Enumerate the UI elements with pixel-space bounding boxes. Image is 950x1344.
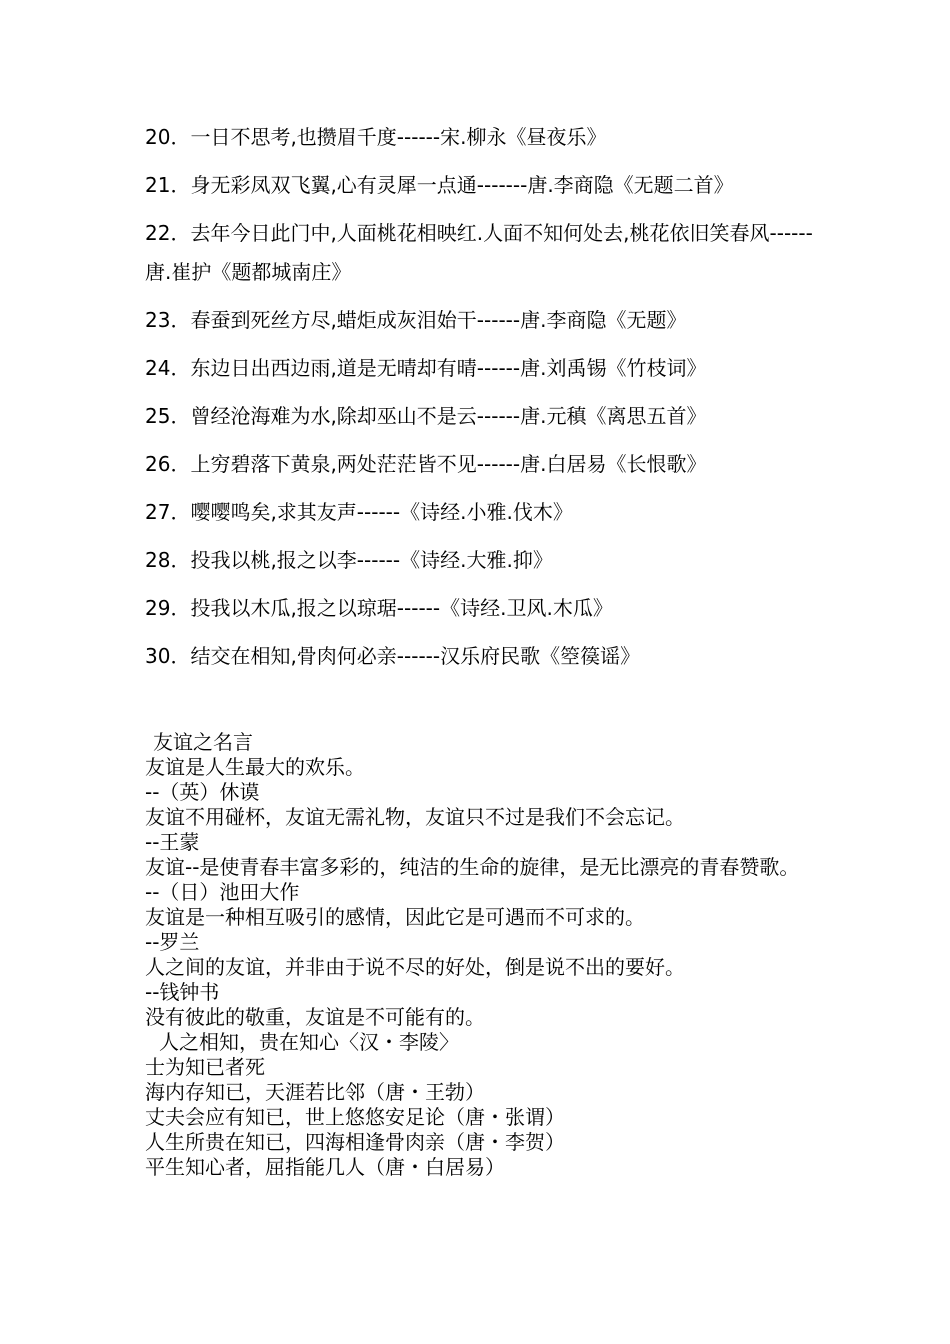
section-heading-zhiyin: 人之相知，贵在知心〈汉・李陵〉 bbox=[159, 1030, 459, 1054]
poem-line: 人生所贵在知已，四海相逢骨肉亲（唐・李贺） bbox=[145, 1130, 565, 1154]
quote-item-25: 25．曾经沧海难为水,除却巫山不是云------唐.元稹《离思五首》 bbox=[145, 404, 707, 428]
quote-line: 友谊是一种相互吸引的感情，因此它是可遇而不可求的。 bbox=[145, 905, 645, 929]
quote-author: --（日）池田大作 bbox=[145, 880, 300, 904]
numbered-quote-list bbox=[145, 118, 825, 685]
quote-line: 没有彼此的敬重，友谊是不可能有的。 bbox=[145, 1005, 485, 1029]
quote-item-20: 20．一日不思考,也攒眉千度------宋.柳永《昼夜乐》 bbox=[145, 125, 607, 149]
quote-author: --钱钟书 bbox=[145, 980, 220, 1004]
quote-item-26: 26．上穷碧落下黄泉,两处茫茫皆不见------唐.白居易《长恨歌》 bbox=[145, 452, 707, 476]
quote-line: 友谊是人生最大的欢乐。 bbox=[145, 755, 365, 779]
quote-author: --（英）休谟 bbox=[145, 780, 260, 804]
poem-line: 海内存知已，天涯若比邻（唐・王勃） bbox=[145, 1080, 485, 1104]
quote-item-28: 28．投我以桃,报之以李------《诗经.大雅.抑》 bbox=[145, 548, 553, 572]
friendship-quotes-section bbox=[145, 730, 825, 1180]
poem-line: 丈夫会应有知已，世上悠悠安足论（唐・张谓） bbox=[145, 1105, 565, 1129]
poem-line: 平生知心者，屈指能几人（唐・白居易） bbox=[145, 1155, 505, 1179]
quote-item-24: 24．东边日出西边雨,道是无晴却有晴------唐.刘禹锡《竹枝词》 bbox=[145, 356, 707, 380]
poem-line: 士为知已者死 bbox=[145, 1055, 265, 1079]
quote-item-21: 21．身无彩凤双飞翼,心有灵犀一点通-------唐.李商隐《无题二首》 bbox=[145, 173, 734, 197]
quote-item-22: 22．去年今日此门中,人面桃花相映红.人面不知何处去,桃花依旧笑春风------唐.崔护《题都城南庄》 bbox=[145, 221, 813, 284]
quote-line: 友谊不用碰杯，友谊无需礼物，友谊只不过是我们不会忘记。 bbox=[145, 805, 685, 829]
section-heading-friendship: 友谊之名言 bbox=[153, 730, 253, 754]
quote-line: 友谊--是使青春丰富多彩的，纯洁的生命的旋律，是无比漂亮的青春赞歌。 bbox=[145, 855, 800, 879]
quote-item-27: 27．嘤嘤鸣矣,求其友声------《诗经.小雅.伐木》 bbox=[145, 500, 573, 524]
quote-item-23: 23．春蚕到死丝方尽,蜡炬成灰泪始干------唐.李商隐《无题》 bbox=[145, 308, 687, 332]
quote-item-30: 30．结交在相知,骨肉何必亲------汉乐府民歌《箜篌谣》 bbox=[145, 644, 641, 668]
quote-line: 人之间的友谊，并非由于说不尽的好处，倒是说不出的要好。 bbox=[145, 955, 685, 979]
quote-item-29: 29．投我以木瓜,报之以琼琚------《诗经.卫风.木瓜》 bbox=[145, 596, 613, 620]
quote-author: --王蒙 bbox=[145, 830, 200, 854]
quote-author: --罗兰 bbox=[145, 930, 200, 954]
